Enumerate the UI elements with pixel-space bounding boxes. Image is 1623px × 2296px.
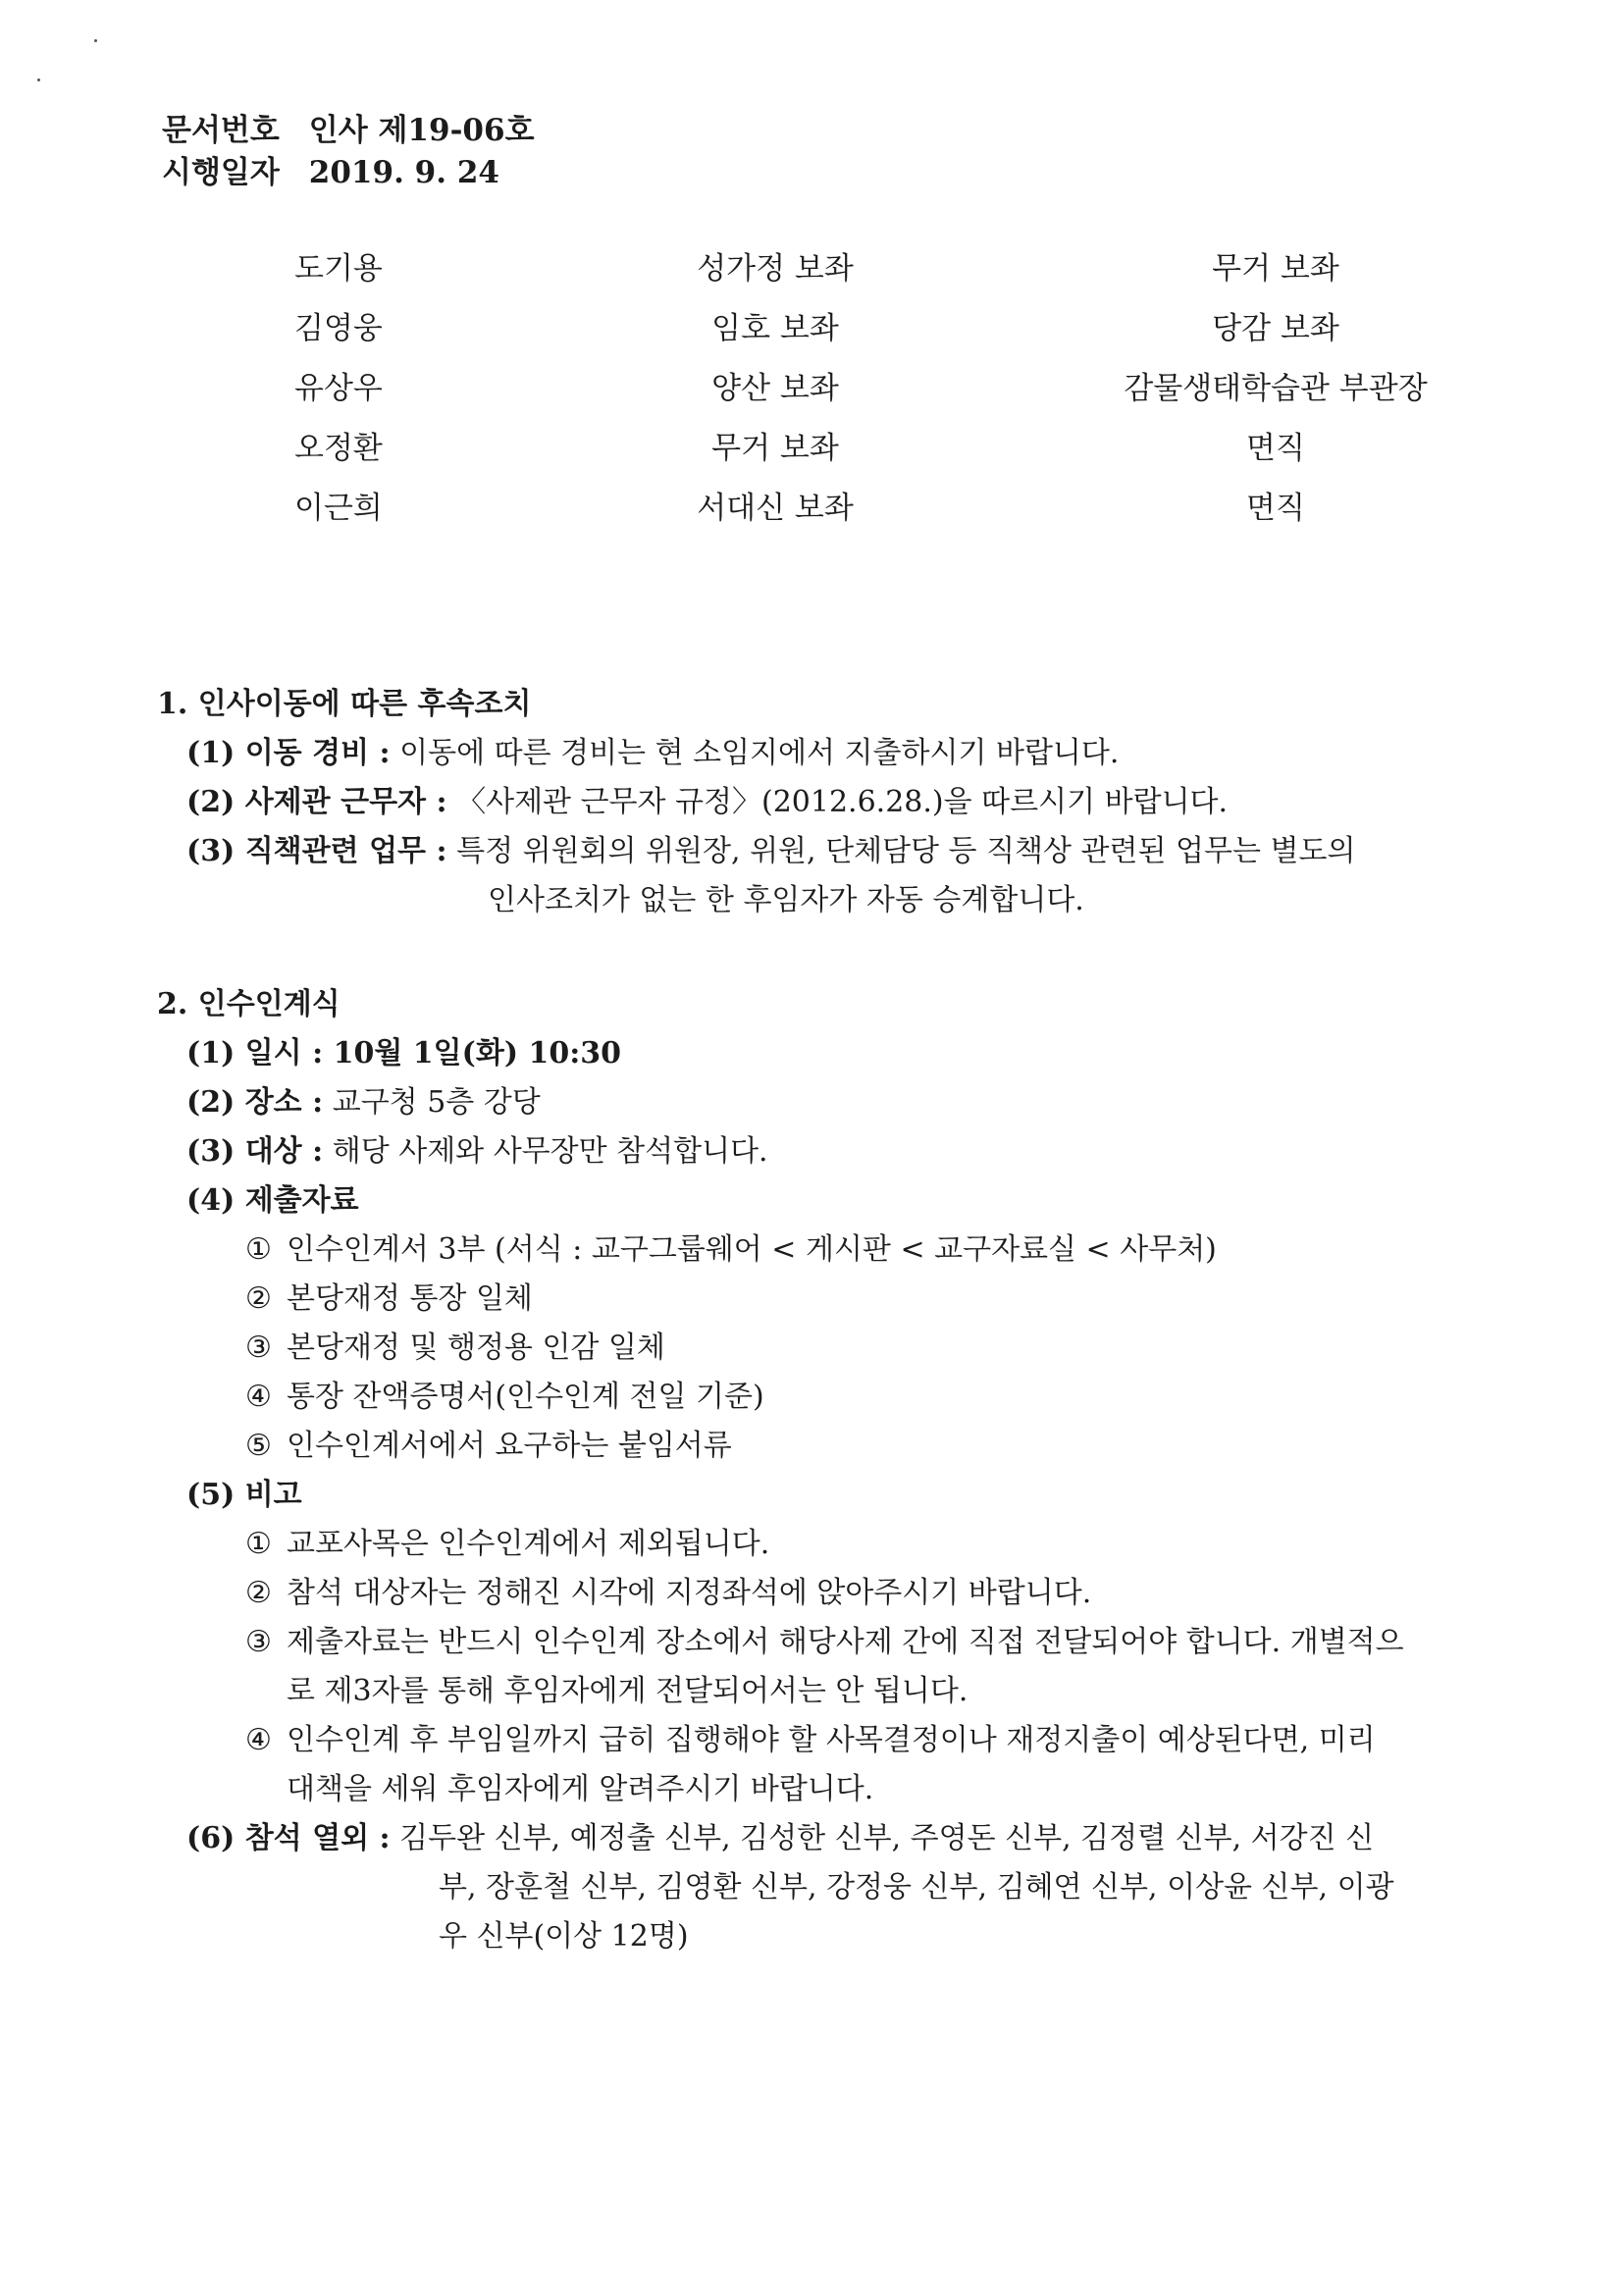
item-label: (1) 일시 : [186, 1036, 324, 1070]
person-to: 면직 [1246, 491, 1305, 526]
note-item: ② 참석 대상자는 정해진 시각에 지정좌석에 앉아주시기 바랍니다. [245, 1576, 1092, 1610]
absent-text-continued: 우 신부(이상 12명) [439, 1919, 689, 1954]
personnel-row [294, 363, 1428, 423]
personnel-row [294, 483, 1305, 543]
person-name: 도기용 [294, 251, 383, 287]
person-name: 유상우 [294, 371, 383, 406]
item-label: (3) 대상 : [186, 1134, 324, 1169]
person-to: 면직 [1246, 431, 1305, 466]
ceremony-date [157, 1029, 1433, 1078]
material-item: ⑤ 인수인계서에서 요구하는 붙임서류 [245, 1429, 732, 1463]
person-from: 서대신 보좌 [697, 491, 854, 526]
item-label: (3) 직책관련 업무 : [186, 834, 447, 868]
absent-text-continued: 부, 장훈철 신부, 김영환 신부, 강정웅 신부, 김혜연 신부, 이상윤 신부, 이광 [439, 1870, 1394, 1905]
item-text: 〈사제관 근무자 규정〉(2012.6.28.)을 따르시기 바랍니다. [446, 785, 1229, 819]
issue-date-value: 2019. 9. 24 [308, 155, 499, 190]
note-item: ③ 제출자료는 반드시 인수인계 장소에서 해당사제 간에 직접 전달되어야 합니다. 개별적으 [245, 1625, 1404, 1659]
person-to: 당감 보좌 [1212, 311, 1339, 346]
personnel-row [294, 423, 1305, 483]
person-from: 무거 보좌 [711, 431, 839, 466]
item-text: 교구청 5층 강당 [323, 1085, 541, 1120]
issue-date-label: 시행일자 [162, 155, 280, 190]
note-item: ④ 인수인계 후 부임일까지 급히 집행해야 할 사목결정이나 재정지출이 예상된다면, 미리 [245, 1723, 1376, 1757]
item-text: 해당 사제와 사무장만 참석합니다. [323, 1134, 768, 1169]
note-item-continued: 로 제3자를 통해 후임자에게 전달되어서는 안 됩니다. [287, 1674, 969, 1708]
section1-title: 1. 인사이동에 따른 후속조치 [157, 687, 532, 721]
note-item-continued: 대책을 세워 후임자에게 알려주시기 바랍니다. [287, 1772, 874, 1806]
material-item: ① 인수인계서 3부 (서식 : 교구그룹웨어 < 게시판 < 교구자료실 < 사무처) [245, 1232, 1217, 1267]
materials-heading [157, 1176, 1433, 1226]
person-name: 김영웅 [294, 311, 383, 346]
item-label: (2) 사제관 근무자 : [186, 785, 447, 819]
item-label: (2) 장소 : [186, 1085, 324, 1120]
person-to: 무거 보좌 [1212, 251, 1339, 287]
material-item: ② 본당재정 통장 일체 [245, 1281, 533, 1316]
section1-item [157, 778, 1433, 827]
item-text: 특정 위원회의 위원장, 위원, 단체담당 등 직책상 관련된 업무는 별도의 [446, 834, 1356, 868]
absent-list [157, 1814, 1433, 1961]
doc-number-row [162, 110, 535, 152]
person-from: 임호 보좌 [711, 311, 839, 346]
item-text-continued: 인사조치가 없는 한 후임자가 자동 승계합니다. [488, 883, 1084, 917]
person-from: 양산 보좌 [711, 371, 839, 406]
item-label: (1) 이동 경비 : [186, 736, 391, 770]
person-from: 성가정 보좌 [697, 251, 854, 287]
note-item: ① 교포사목은 인수인계에서 제외됩니다. [245, 1527, 770, 1561]
item-label: (4) 제출자료 [186, 1183, 359, 1218]
section1-item [157, 827, 1433, 925]
personnel-list [294, 243, 1428, 543]
item-label: (5) 비고 [186, 1478, 302, 1512]
doc-number-label: 문서번호 [162, 113, 280, 148]
item-label: (6) 참석 열외 : [186, 1821, 391, 1855]
ceremony-place [157, 1078, 1433, 1127]
person-name: 이근희 [294, 491, 383, 526]
material-item: ④ 통장 잔액증명서(인수인계 전일 기준) [245, 1380, 764, 1414]
document-header [162, 110, 535, 194]
section1-item [157, 729, 1433, 778]
section2-title: 2. 인수인계식 [157, 987, 340, 1021]
person-to: 감물생태학습관 부관장 [1124, 371, 1428, 406]
scan-speck [37, 78, 40, 81]
personnel-row [294, 243, 1339, 303]
item-text: 10월 1일(화) 10:30 [323, 1036, 622, 1070]
item-text: 이동에 따른 경비는 현 소임지에서 지출하시기 바랍니다. [390, 736, 1120, 770]
issue-date-row [162, 152, 535, 194]
doc-number-value: 인사 제19-06호 [308, 113, 535, 148]
personnel-row [294, 303, 1339, 363]
person-name: 오정환 [294, 431, 383, 466]
document-body [157, 680, 1433, 1961]
notes-heading [157, 1471, 1433, 1520]
absent-text: 김두완 신부, 예정출 신부, 김성한 신부, 주영돈 신부, 김정렬 신부, 서강진 신 [390, 1821, 1375, 1855]
material-item: ③ 본당재정 및 행정용 인감 일체 [245, 1331, 665, 1365]
ceremony-target [157, 1127, 1433, 1176]
scan-speck [94, 39, 97, 42]
